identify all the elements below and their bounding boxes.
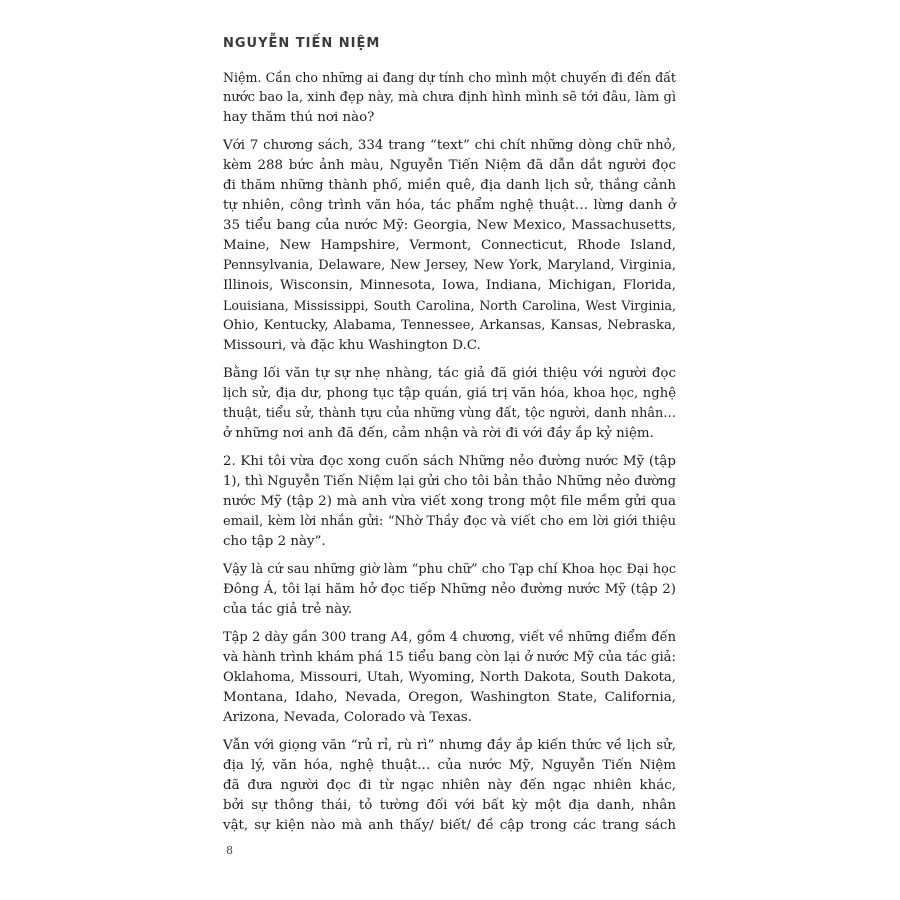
- text-line: Montana, Idaho, Nevada, Oregon, Washington State, California,: [223, 690, 676, 705]
- text-line: Maine, New Hampshire, Vermont, Connecticut, Rhode Island,: [223, 238, 676, 253]
- text-line: tự nhiên, công trình văn hóa, tác phẩm nghệ thuật… lừng danh ở: [223, 198, 676, 213]
- text-line: Ohio, Kentucky, Alabama, Tennessee, Arkansas, Kansas, Nebraska,: [223, 318, 676, 333]
- text-line: Missouri, và đặc khu Washington D.C.: [223, 338, 481, 353]
- text-line: Pennsylvania, Delaware, New Jersey, New York, Maryland, Virginia,: [223, 258, 676, 273]
- text-line: thuật, tiểu sử, thành tựu của những vùng đất, tộc người, danh nhân…: [223, 406, 676, 421]
- text-line: Niệm. Cần cho những ai đang dự tính cho mình một chuyến đi đến đất: [223, 70, 676, 85]
- text-line: Arizona, Nevada, Colorado và Texas.: [223, 710, 473, 725]
- text-line: hay thăm thú nơi nào?: [223, 110, 375, 125]
- page-number: 8: [226, 844, 233, 857]
- paragraph: [223, 136, 676, 356]
- text-line: kèm 288 bức ảnh màu, Nguyễn Tiến Niệm đã dẫn dắt người đọc: [223, 158, 676, 173]
- paragraph: [223, 68, 676, 128]
- text-line: Tập 2 dày gần 300 trang A4, gồm 4 chương, viết về những điểm đến: [223, 630, 676, 645]
- text-line: nước Mỹ (tập 2) mà anh vừa viết xong trong một file mềm gửi qua: [223, 494, 676, 509]
- text-line: đi thăm những thành phố, miền quê, địa danh lịch sử, thắng cảnh: [223, 178, 676, 193]
- paragraph: [223, 364, 676, 444]
- paragraph: [223, 628, 676, 728]
- text-line: Vậy là cứ sau những giờ làm “phu chữ” cho Tạp chí Khoa học Đại học: [223, 562, 676, 577]
- paragraph: [223, 560, 676, 620]
- text-line: địa lý, văn hóa, nghệ thuật… của nước Mỹ, Nguyễn Tiến Niệm: [223, 758, 676, 773]
- text-line: Oklahoma, Missouri, Utah, Wyoming, North Dakota, South Dakota,: [223, 670, 676, 685]
- text-line: nước bao la, xinh đẹp này, mà chưa định hình mình sẽ tới đâu, làm gì: [223, 90, 676, 105]
- text-line: Đông Á, tôi lại hăm hở đọc tiếp Những nẻo đường nước Mỹ (tập 2): [223, 582, 676, 597]
- paragraph: [223, 736, 676, 836]
- paragraph: [223, 452, 676, 552]
- text-line: 1), thì Nguyễn Tiến Niệm lại gửi cho tôi bản thảo Những nẻo đường: [223, 474, 677, 489]
- text-line: cho tập 2 này”.: [223, 534, 326, 549]
- text-line: ở những nơi anh đã đến, cảm nhận và rời đi với đầy ắp kỷ niệm.: [223, 426, 654, 441]
- text-line: Với 7 chương sách, 334 trang “text” chi chít những dòng chữ nhỏ,: [223, 138, 676, 153]
- text-line: lịch sử, địa dư, phong tục tập quán, giá trị văn hóa, khoa học, nghệ: [223, 386, 676, 401]
- text-line: đã đưa người đọc đi từ ngạc nhiên này đến ngạc nhiên khác,: [223, 778, 676, 793]
- text-line: vật, sự kiện nào mà anh thấy/ biết/ đề cập trong các trang sách: [223, 818, 676, 833]
- text-line: Louisiana, Mississippi, South Carolina, North Carolina, West Virginia,: [223, 298, 676, 313]
- text-line: 2. Khi tôi vừa đọc xong cuốn sách Những nẻo đường nước Mỹ (tập: [223, 454, 676, 469]
- text-line: bởi sự thông thái, tỏ tường đối với bất kỳ một địa danh, nhân: [223, 798, 676, 813]
- body-text: [223, 68, 676, 844]
- running-header-author: NGUYỄN TIẾN NIỆM: [223, 36, 381, 51]
- text-line: Bằng lối văn tự sự nhẹ nhàng, tác giả đã giới thiệu với người đọc: [223, 366, 676, 381]
- text-line: 35 tiểu bang của nước Mỹ: Georgia, New Mexico, Massachusetts,: [223, 218, 676, 233]
- text-line: của tác giả trẻ này.: [223, 602, 353, 617]
- text-line: và hành trình khám phá 15 tiểu bang còn lại ở nước Mỹ của tác giả:: [223, 650, 676, 665]
- text-line: Vẫn với giọng văn “rủ rỉ, rù rì” nhưng đầy ắp kiến thức về lịch sử,: [223, 738, 676, 753]
- text-line: email, kèm lời nhắn gửi: “Nhờ Thầy đọc và viết cho em lời giới thiệu: [223, 514, 676, 529]
- text-line: Illinois, Wisconsin, Minnesota, Iowa, Indiana, Michigan, Florida,: [223, 278, 676, 293]
